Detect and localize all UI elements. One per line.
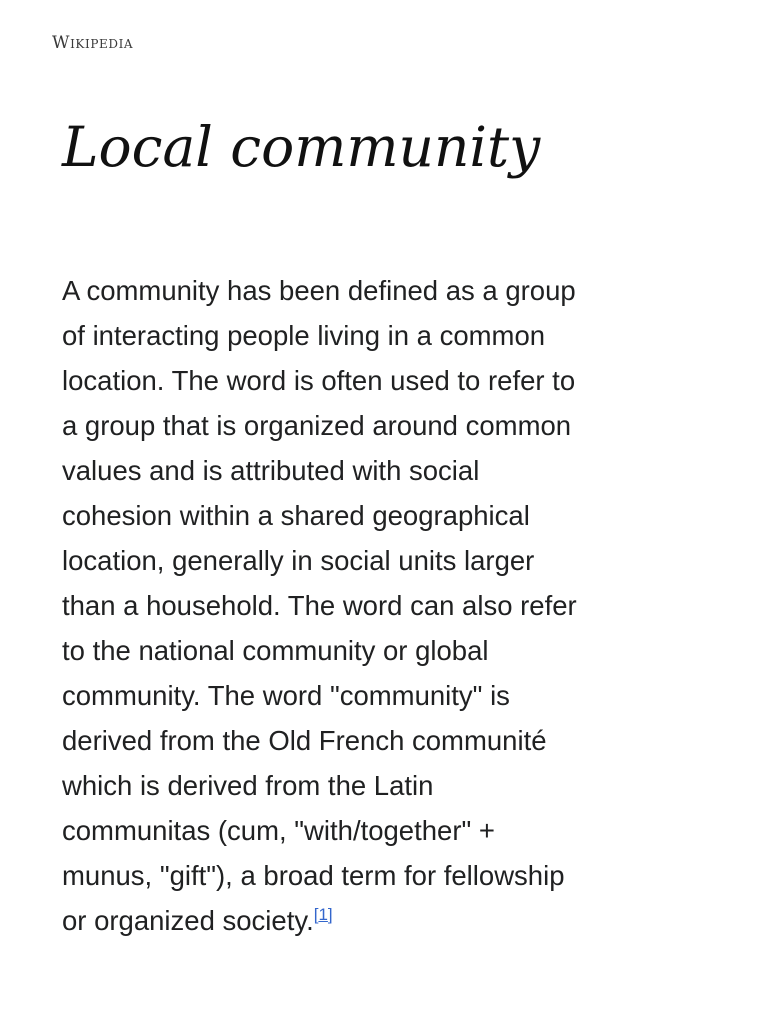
paragraph-line: location. The word is often used to refer to [62, 365, 576, 396]
paragraph-line: of interacting people living in a common [62, 320, 546, 351]
citation-number: 1 [318, 904, 328, 924]
paragraph-line: cohesion within a shared geographical [62, 500, 530, 531]
paragraph-line: than a household. The word can also refer [62, 590, 577, 621]
citation-close-bracket: ] [327, 904, 333, 924]
paragraph-line: to the national community or global [62, 635, 489, 666]
paragraph-line: which is derived from the Latin [62, 770, 434, 801]
page-title: Local community [62, 115, 541, 179]
citation-reference-1[interactable] [314, 905, 333, 924]
paragraph-line: A community has been defined as a group [62, 275, 576, 306]
paragraph-line: munus, "gift"), a broad term for fellowship [62, 860, 565, 891]
paragraph-line: communitas (cum, "with/together" + [62, 815, 495, 846]
paragraph-line: location, generally in social units larger [62, 545, 535, 576]
paragraph-line-last [62, 898, 712, 943]
article-paragraph [62, 268, 712, 943]
citation-open-bracket: [ [313, 904, 319, 924]
citation-link[interactable] [314, 905, 333, 924]
paragraph-line: values and is attributed with social [62, 455, 480, 486]
paragraph-line-text: or organized society. [62, 905, 314, 936]
paragraph-line: derived from the Old French communité [62, 725, 547, 756]
wikipedia-wordmark[interactable]: Wikipedia [52, 33, 134, 53]
paragraph-line: community. The word "community" is [62, 680, 510, 711]
paragraph-line: a group that is organized around common [62, 410, 572, 441]
